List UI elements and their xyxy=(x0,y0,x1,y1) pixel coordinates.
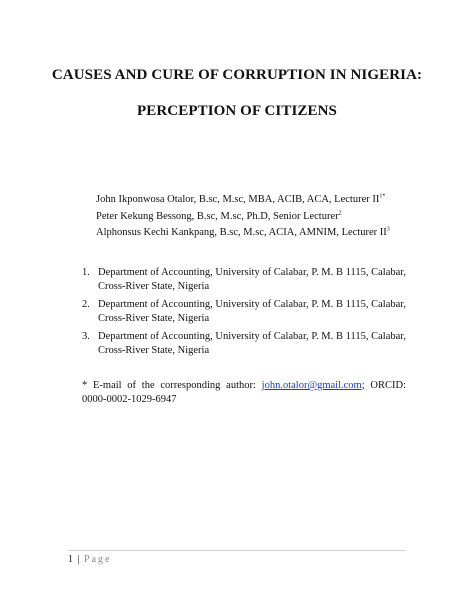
page-footer xyxy=(68,554,111,565)
footer-divider xyxy=(68,550,406,551)
affiliation-number: 2. xyxy=(82,299,90,310)
author-2 xyxy=(96,209,390,226)
author-affiliation-marker: 3 xyxy=(386,226,390,233)
affiliation-number: 1. xyxy=(82,267,90,278)
author-3 xyxy=(96,225,390,242)
corresponding-author-note xyxy=(82,379,406,407)
affiliation-item xyxy=(82,266,406,294)
author-1 xyxy=(96,192,390,209)
author-name: Peter Kekung Bessong, B.sc, M.sc, Ph.D, Senior Lecturer xyxy=(96,210,339,222)
affiliation-item xyxy=(82,330,406,358)
affiliation-text: Department of Accounting, University of Calabar, P. M. B 1115, Calabar, Cross-River State, Nigeria xyxy=(98,331,406,356)
author-affiliation-marker: 1* xyxy=(379,193,386,200)
author-name: Alphonsus Kechi Kankpang, B.sc, M.sc, ACIA, AMNIM, Lecturer II xyxy=(96,227,387,238)
affiliation-list xyxy=(82,266,406,362)
paper-title-line-2: PERCEPTION OF CITIZENS xyxy=(136,103,337,119)
footer-separator: | xyxy=(77,554,80,565)
page-label: Page xyxy=(84,554,112,565)
affiliation-item xyxy=(82,298,406,326)
orcid-text: ; ORCID: 0000-0002-1029-6947 xyxy=(82,380,406,405)
author-name: John Ikponwosa Otalor, B.sc, M.sc, MBA, ACIB, ACA, Lecturer II xyxy=(96,194,380,205)
author-email-link[interactable]: john.otalor@gmail.com xyxy=(261,380,362,391)
affiliation-number: 3. xyxy=(82,331,90,342)
author-affiliation-marker: 2 xyxy=(338,210,342,216)
correspondence-prefix: * E-mail of the corresponding author: xyxy=(82,380,262,391)
paper-title-line-1: CAUSES AND CURE OF CORRUPTION IN NIGERIA: xyxy=(51,67,423,83)
affiliation-text: Department of Accounting, University of Calabar, P. M. B 1115, Calabar, Cross-River State, Nigeria xyxy=(98,299,406,324)
affiliation-text: Department of Accounting, University of Calabar, P. M. B 1115, Calabar, Cross-River State, Nigeria xyxy=(98,267,406,292)
page-number: 1 xyxy=(68,554,73,565)
author-list xyxy=(96,192,390,242)
